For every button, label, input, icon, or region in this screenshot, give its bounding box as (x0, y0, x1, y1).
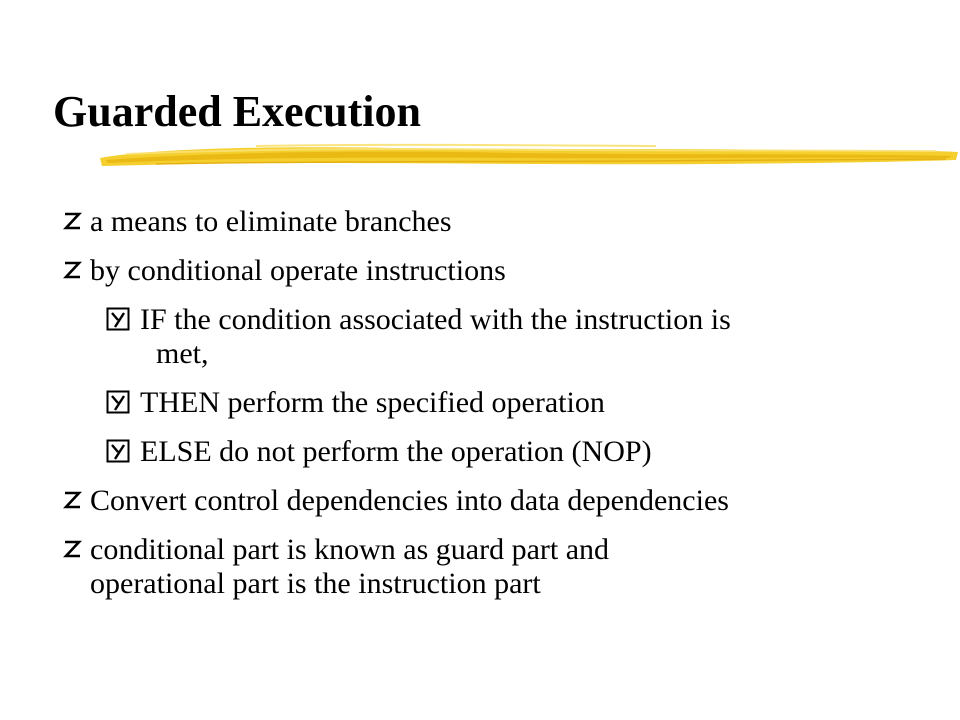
subbullet-text-line1: IF the condition associated with the instruction is (140, 303, 731, 336)
subbullet-text-line2: met, (156, 337, 209, 370)
bullet-text (60, 533, 940, 601)
yellow-brush-stroke (96, 136, 960, 176)
bullet-item (60, 254, 940, 288)
subbullet-text: ELSE do not perform the operation (NOP) (140, 435, 652, 468)
y-checkbox-icon (106, 439, 130, 463)
bullet-list (60, 205, 940, 616)
z-bullet-icon (60, 208, 84, 234)
bullet-text: Convert control dependencies into data dependencies (90, 484, 729, 517)
y-checkbox-icon (106, 390, 130, 414)
subbullet-item (106, 435, 940, 469)
z-bullet-icon (60, 257, 84, 283)
bullet-item (60, 533, 940, 601)
subbullet-text (106, 303, 940, 371)
slide-title: Guarded Execution (53, 87, 421, 136)
z-bullet-icon (60, 487, 84, 513)
subbullet-item (106, 386, 940, 420)
bullet-text: by conditional operate instructions (90, 254, 506, 287)
bullet-item (60, 205, 940, 239)
bullet-text-line1: conditional part is known as guard part and (90, 533, 610, 566)
subbullet-text: THEN perform the specified operation (140, 386, 605, 419)
z-bullet-icon (60, 536, 84, 562)
bullet-text-line2: operational part is the instruction part (90, 567, 541, 600)
y-checkbox-icon (106, 307, 130, 331)
bullet-item (60, 484, 940, 518)
subbullet-item (106, 303, 940, 371)
bullet-text: a means to eliminate branches (90, 205, 452, 238)
